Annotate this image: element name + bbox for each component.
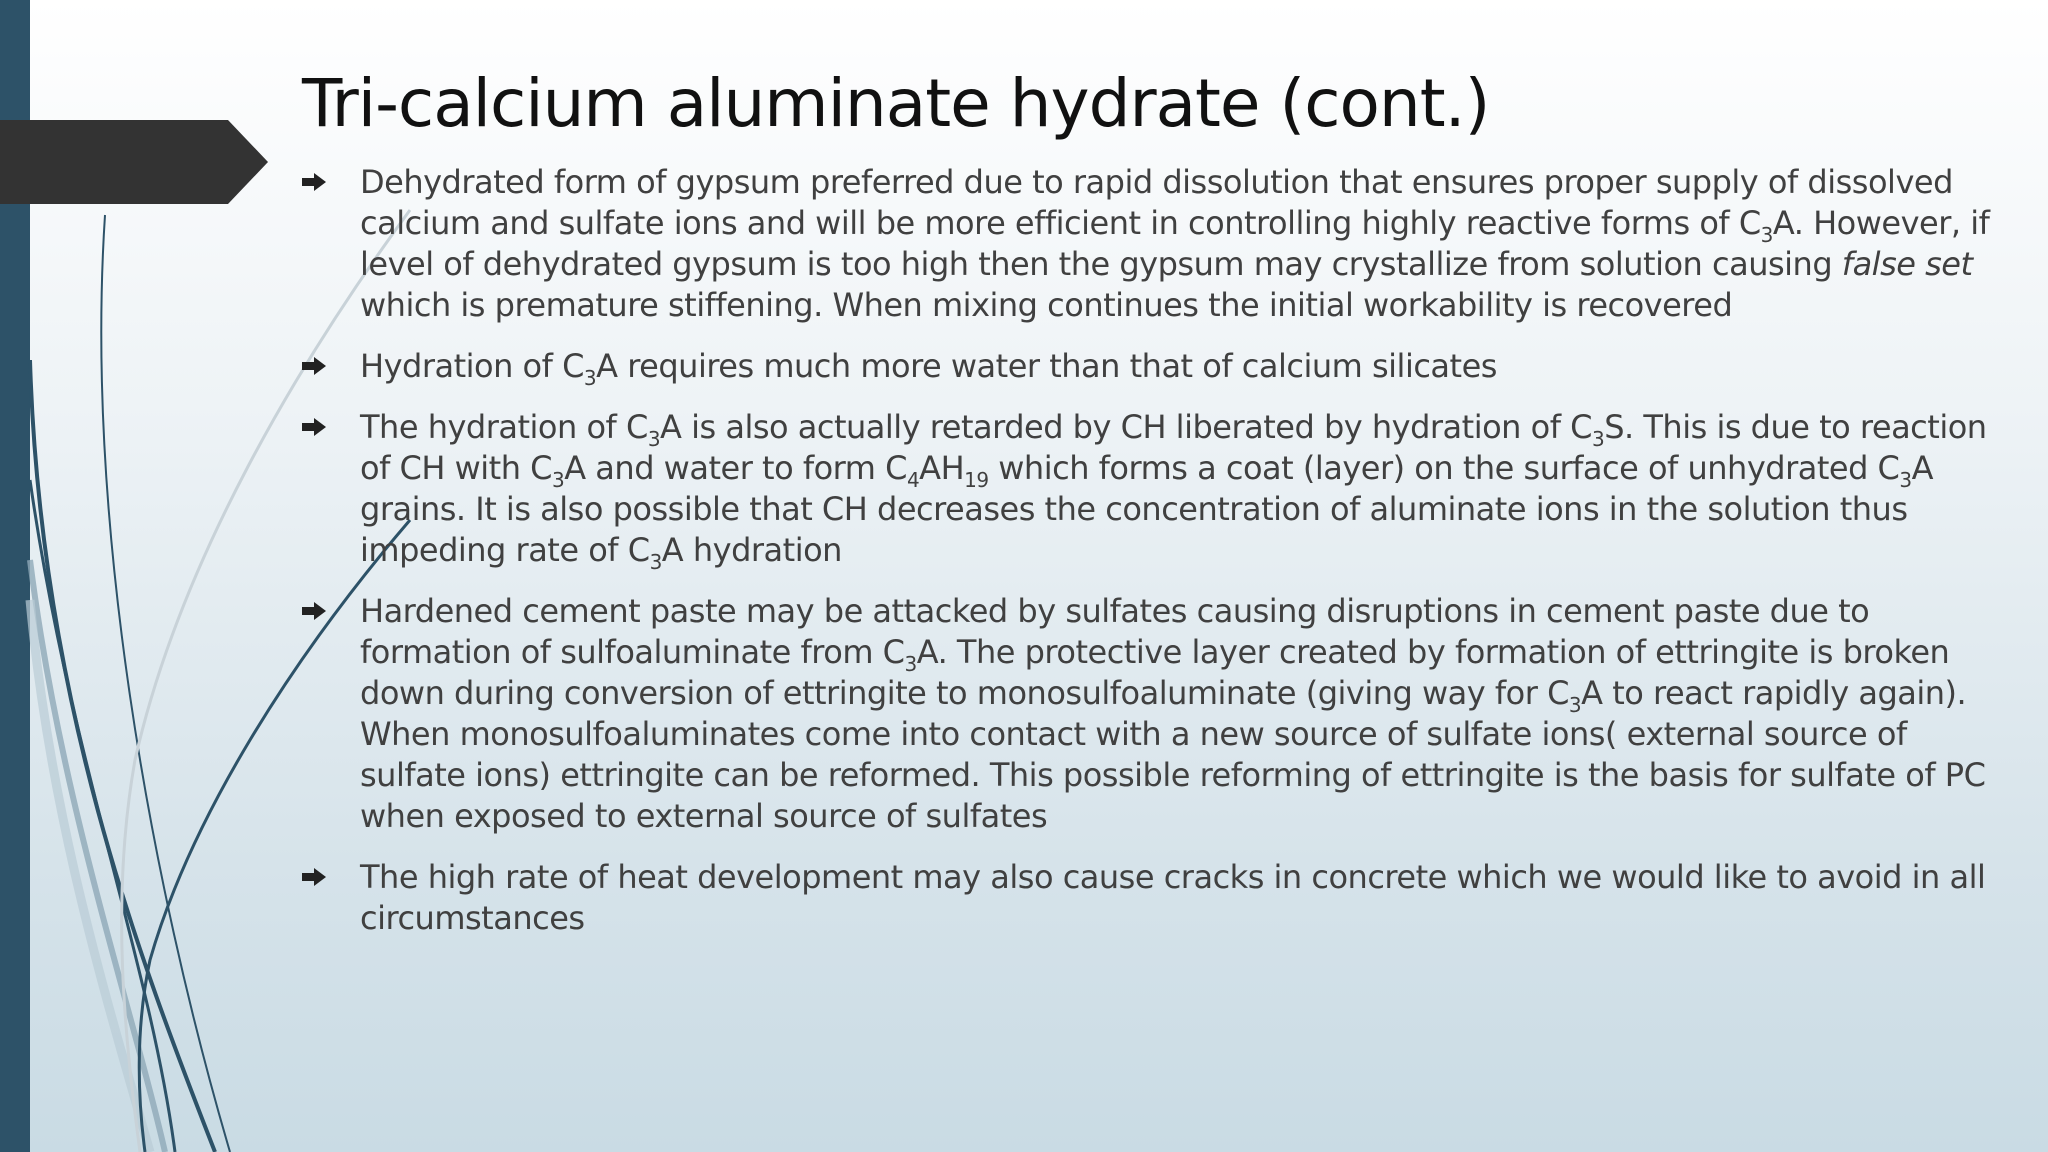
- text-run: A to react rapidly again). When monosulfoaluminates come into contact with a new source of sulfate ions( external source of sulfate ions) ettringite can be reformed. This possible reforming of ettringite is the basis for sulfate of PC when exposed to external source of sulfates: [360, 674, 1986, 835]
- text-run: A grains. It is also possible that CH decreases the concentration of aluminate ions in the solution thus impeding rate of C: [360, 449, 1934, 569]
- text-run: Hydration of C: [360, 347, 584, 385]
- subscript: 3: [647, 427, 661, 451]
- filled-right-arrow-icon: [302, 407, 360, 440]
- subscript: 19: [964, 468, 989, 492]
- subscript: 3: [1899, 468, 1912, 492]
- text-run: A. The protective layer created by formation of ettringite is broken down during conversion of ettringite to monosulfoaluminate (giving way for C: [360, 633, 1950, 712]
- text-run: The hydration of C: [360, 408, 648, 446]
- subscript: 3: [1760, 223, 1773, 247]
- text-run: A requires much more water than that of calcium silicates: [596, 347, 1497, 385]
- bullet-item: [302, 346, 2002, 390]
- slide-title: Tri-calcium aluminate hydrate (cont.): [302, 65, 1490, 142]
- text-run: A is also actually retarded by CH liberated by hydration of C: [660, 408, 1592, 446]
- filled-right-arrow-icon: [302, 857, 360, 890]
- subscript: 3: [904, 652, 917, 676]
- bullet-text: [360, 162, 2002, 326]
- subscript: 3: [1568, 693, 1582, 717]
- bullet-item: [302, 407, 2002, 574]
- filled-right-arrow-icon: [302, 591, 360, 624]
- text-run: which forms a coat (layer) on the surface of unhydrated C: [988, 449, 1900, 487]
- subscript: 3: [1591, 427, 1605, 451]
- text-run: AH: [919, 449, 965, 487]
- text-run: The high rate of heat development may also cause cracks in concrete which we would like to avoid in all circumstances: [360, 858, 1986, 937]
- bullet-item: [302, 591, 2002, 837]
- subscript: 4: [906, 468, 920, 492]
- text-run: Dehydrated form of gypsum preferred due to rapid dissolution that ensures proper supply of dissolved calcium and sulfate ions and will be more efficient in controlling highly reactive forms of C: [360, 163, 1953, 242]
- text-run: A. However, if level of dehydrated gypsum is too high then the gypsum may crystallize from solution causing: [360, 204, 1990, 283]
- text-run: A hydration: [661, 531, 842, 569]
- subscript: 3: [583, 366, 597, 390]
- bullet-item: [302, 162, 2002, 326]
- bullet-text: [360, 407, 2002, 574]
- text-run: Hardened cement paste may be attacked by sulfates causing disruptions in cement paste due to formation of sulfoaluminate from C: [360, 592, 1870, 671]
- bullet-text: [360, 591, 2002, 837]
- bullet-text: [360, 857, 2002, 939]
- bullet-text: [360, 346, 2002, 390]
- filled-right-arrow-icon: [302, 346, 360, 379]
- text-run: S. This is due to reaction of CH with C: [360, 408, 1987, 487]
- text-run: which is premature stiffening. When mixing continues the initial workability is recovered: [360, 286, 1733, 324]
- subscript: 3: [552, 468, 565, 492]
- title-tab-arrow: [0, 120, 268, 204]
- text-run: A and water to form C: [564, 449, 907, 487]
- filled-right-arrow-icon: [302, 162, 360, 195]
- subscript: 3: [649, 550, 662, 574]
- bullet-item: [302, 857, 2002, 939]
- bullet-list: [302, 162, 2002, 959]
- italic-term: false set: [1841, 245, 1973, 283]
